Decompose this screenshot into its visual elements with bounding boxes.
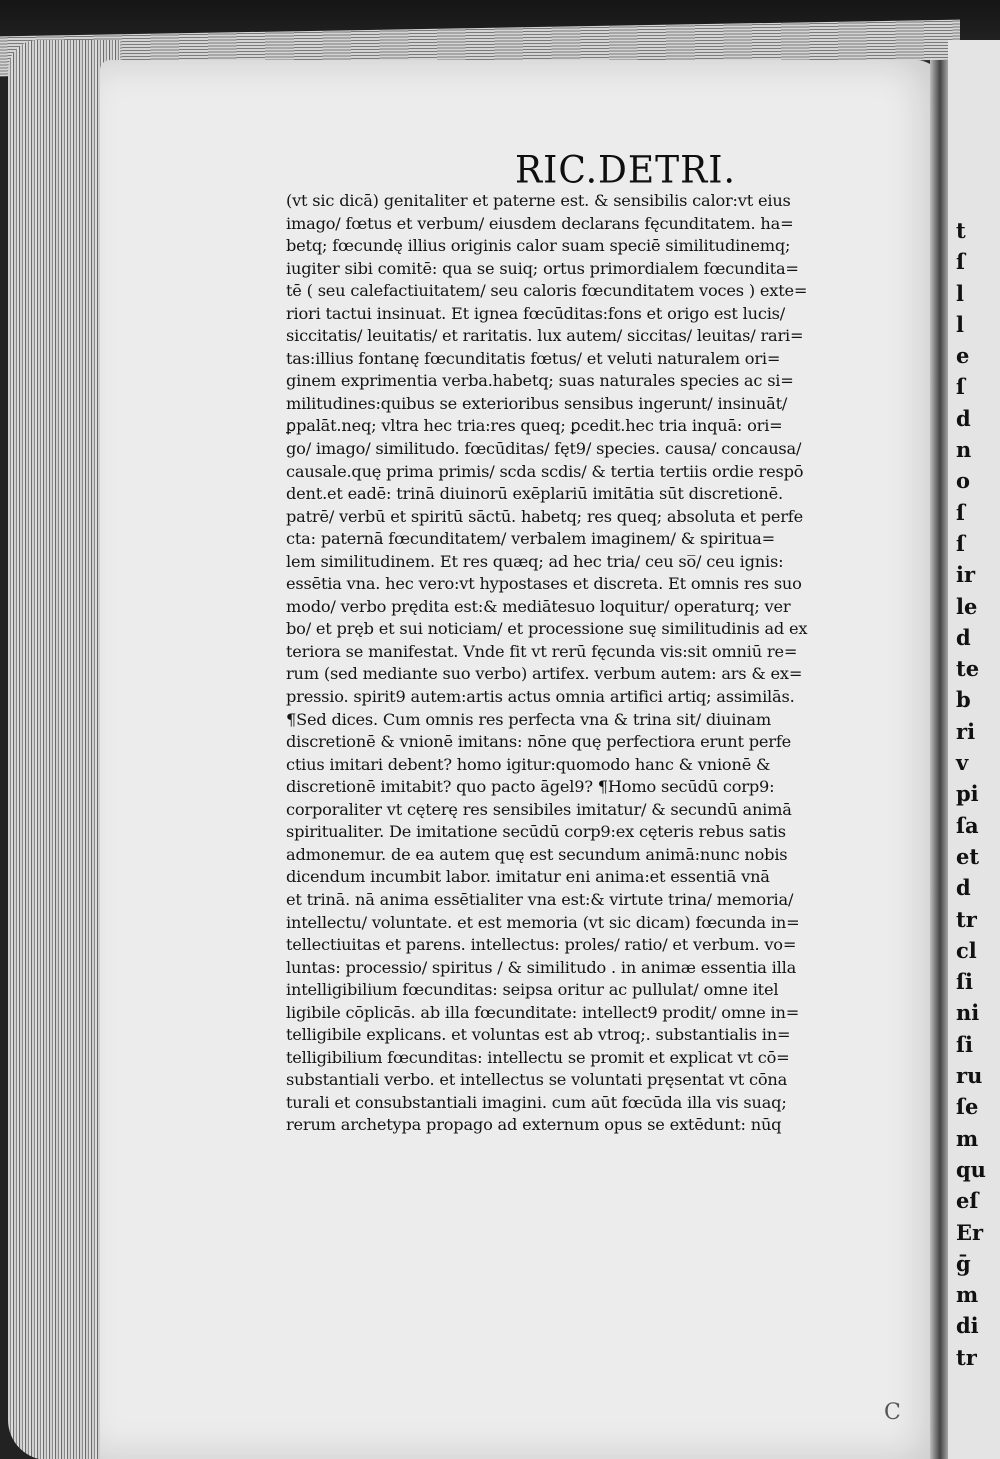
text-line: essētia vna. hec vero:vt hypostases et discreta. Et omnis res suo	[286, 574, 802, 594]
text-line: telligibilium fœcunditas: intellectu se promit et explicat vt cō=	[286, 1047, 790, 1067]
right-page-line-fragment: tr	[956, 906, 977, 932]
right-page-line-fragment: ſ	[956, 530, 966, 556]
text-line: ctius imitari debent? homo igitur:quomodo hanc & vnionē &	[286, 754, 771, 774]
right-page-line-fragment: tr	[956, 1344, 977, 1370]
right-page-line-fragment: ſ	[956, 249, 966, 275]
right-page-line-fragment: l	[956, 280, 964, 306]
text-line: ꝑpalāt.neq; vltra hec tria:res queq; ꝑcedit.hec tria inquā: ori=	[286, 416, 783, 436]
text-line: tē ( seu calefactiuitatem/ seu caloris fœcunditatem voces ) exte=	[286, 281, 808, 301]
text-line: discretionē imitabit? quo pacto āgel9? ¶Homo secūdū corp9:	[286, 777, 775, 797]
text-line: teriora se manifestat. Vnde fit vt rerū fęcunda vis:sit omniū re=	[286, 641, 798, 661]
text-line: iugiter sibi comitē: qua se suiq; ortus primordialem fœcundita=	[286, 258, 799, 278]
right-page-line-fragment: le	[956, 593, 978, 619]
right-page-line-fragment: ſi	[956, 969, 974, 995]
text-line: intelligibilium fœcunditas: seipsa oritur ac pullulat/ omne itel	[286, 980, 779, 1000]
text-line: ginem exprimentia verba.habetq; suas naturales species ac si=	[286, 371, 794, 391]
right-page	[948, 40, 1000, 1459]
body-text	[286, 190, 898, 1137]
text-line: substantiali verbo. et intellectus se voluntati pręsentat vt cōna	[286, 1070, 788, 1090]
right-page-line-fragment: ſ	[956, 499, 966, 525]
right-page-line-fragment: m	[956, 1125, 979, 1151]
text-line: discretionē & vnionē imitans: nōne quę perfectiora erunt perfe	[286, 732, 791, 752]
text-line: betq; fœcundę illius originis calor suam speciē similitudinemq;	[286, 236, 791, 256]
text-line: admonemur. de ea autem quę est secundum animā:nunc nobis	[286, 844, 788, 864]
text-line: (vt sic dicā) genitaliter et paterne est. & sensibilis calor:vt eius	[286, 191, 791, 210]
text-line: cta: paternā fœcunditatem/ verbalem imaginem/ & spiritua=	[286, 529, 775, 549]
text-line: intellectu/ voluntate. et est memoria (vt sic dicam) fœcunda in=	[286, 912, 800, 932]
text-line: ¶Sed dices. Cum omnis res perfecta vna & trina sit/ diuinam	[286, 709, 772, 729]
right-page-line-fragment: d	[956, 624, 971, 650]
right-page-line-fragment: Er	[956, 1219, 984, 1245]
right-page-line-fragment: ri	[956, 718, 976, 744]
right-page-line-fragment: n	[956, 437, 972, 463]
text-line: causale.quę prima primis/ scda scdis/ & tertia tertiis ordie respō	[286, 461, 804, 481]
text-line: telligibile explicans. et voluntas est ab vtroq;. substantialis in=	[286, 1025, 791, 1045]
right-page-line-fragment: v	[956, 750, 969, 776]
right-page-line-fragment: ni	[956, 1000, 980, 1026]
text-line: luntas: processio/ spiritus / & similitudo . in animæ essentia illa	[286, 957, 797, 977]
text-line: riori tactui insinuat. Et ignea fœcūditas:fons et origo est lucis/	[286, 303, 786, 323]
text-line: corporaliter vt cęterę res sensibiles imitatur/ & secundū animā	[286, 799, 792, 819]
text-line: modo/ verbo prędita est:& mediātesuo loquitur/ operaturq; ver	[286, 596, 791, 616]
right-page-line-fragment: pi	[956, 781, 979, 807]
text-line: dicendum incumbit labor. imitatur eni anima:et essentiā vnā	[286, 867, 770, 887]
right-page-line-fragment: m	[956, 1282, 979, 1308]
right-page-line-fragment: cl	[956, 937, 977, 963]
text-line: dent.et eadē: trinā diuinorū exēplariū imitātia sūt discretionē.	[286, 484, 783, 504]
right-page-line-fragment: et	[956, 843, 980, 869]
right-page-text	[956, 215, 986, 1373]
book-gutter	[930, 60, 950, 1459]
right-page-line-fragment: o	[956, 468, 971, 494]
text-line: spiritualiter. De imitatione secūdū corp9:ex cęteris rebus satis	[286, 822, 786, 842]
right-page-line-fragment: d	[956, 405, 971, 431]
text-line: siccitatis/ leuitatis/ et raritatis. lux autem/ siccitas/ leuitas/ rari=	[286, 326, 804, 346]
page-mark: C	[884, 1400, 901, 1425]
text-line: et trinā. nā anima essētialiter vna est:& virtute trina/ memoria/	[286, 889, 794, 909]
right-page-line-fragment: l	[956, 311, 964, 337]
right-page-line-fragment: t	[956, 218, 966, 243]
text-line: bo/ et pręb et sui noticiam/ et processione suę similitudinis ad ex	[286, 619, 808, 639]
text-line: tellectiuitas et parens. intellectus: proles/ ratio/ et verbum. vo=	[286, 935, 797, 955]
right-page-line-fragment: ru	[956, 1063, 983, 1089]
text-line: turali et consubstantiali imagini. cum aūt fœcūda illa vis suaq;	[286, 1092, 787, 1112]
text-line: tas:illius fontanę fœcunditatis fœtus/ et veluti naturalem ori=	[286, 348, 781, 368]
right-page-line-fragment: d	[956, 875, 971, 901]
right-page-line-fragment: ḡ	[956, 1250, 971, 1276]
text-line: go/ imago/ similitudo. fœcūditas/ fęt9/ species. causa/ concausa/	[286, 439, 802, 459]
right-page-line-fragment: b	[956, 687, 971, 713]
right-page-line-fragment: te	[956, 656, 980, 682]
text-line: patrē/ verbū et spiritū sāctū. habetq; res queq; absoluta et perfe	[286, 506, 803, 526]
right-page-line-fragment: e	[956, 343, 970, 369]
right-page-line-fragment: ir	[956, 562, 976, 588]
right-page-line-fragment: di	[956, 1313, 979, 1339]
right-page-line-fragment: ſ	[956, 374, 966, 400]
right-page-line-fragment: ſa	[956, 812, 979, 838]
text-line: ligibile cōplicās. ab illa fœcunditate: intellect9 prodit/ omne in=	[286, 1002, 800, 1022]
text-line: rerum archetypa propago ad externum opus se extēdunt: nūq	[286, 1115, 782, 1135]
right-page-line-fragment: ſi	[956, 1031, 974, 1057]
right-page-line-fragment: qu	[956, 1156, 986, 1182]
text-line: militudines:quibus se exterioribus sensibus ingerunt/ insinuāt/	[286, 393, 788, 413]
running-head: RIC.DETRI.	[515, 148, 736, 193]
text-line: pressio. spirit9 autem:artis actus omnia artifici artiq; assimilās.	[286, 687, 795, 707]
text-line: rum (sed mediante suo verbo) artifex. verbum autem: ars & ex=	[286, 664, 803, 684]
text-line: lem similitudinem. Et res quæq; ad hec tria/ ceu so̅/ ceu ignis:	[286, 551, 784, 571]
right-page-line-fragment: ſe	[956, 1094, 979, 1120]
text-line: imago/ fœtus et verbum/ eiusdem declarans fęcunditatem. ha=	[286, 213, 794, 233]
right-page-line-fragment: eſ	[956, 1188, 979, 1214]
